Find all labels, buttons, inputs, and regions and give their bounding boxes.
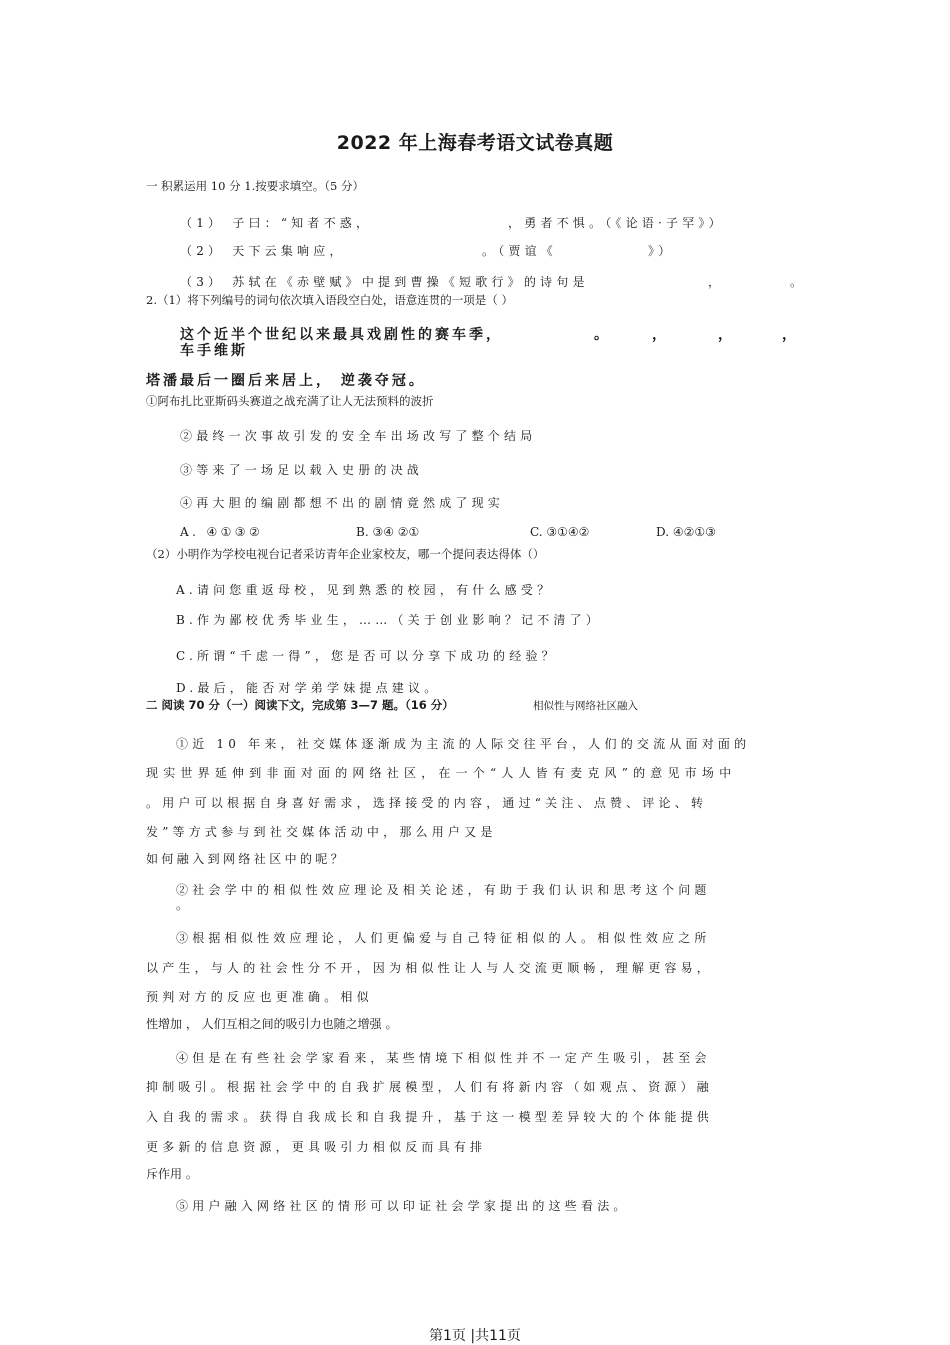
q1-3-left: （3） 苏轼在《赤壁赋》中提到曹操《短歌行》的诗句是: [180, 275, 589, 289]
q2-2-b: B.作为鄙校优秀毕业生，……（关于创业影响？记不清了）: [176, 613, 603, 627]
para1-line2: 现实世界延伸到非面对面的网络社区，在一个“人人皆有麦克风”的意见市场中: [146, 766, 737, 780]
para3-line1: ③根据相似性效应理论，人们更偏爱与自己特征相似的人。相似性效应之所: [176, 931, 711, 945]
para4-line1: ④但是在有些社会学家看来，某些情境下相似性并不一定产生吸引，甚至会: [176, 1051, 711, 1065]
option-2: ②最终一次事故引发的安全车出场改写了整个结局: [180, 429, 537, 443]
option-1: ①阿布扎比亚斯码头赛道之战充满了让人无法预料的波折: [146, 394, 434, 408]
para4-line2: 抑制吸引。根据社会学中的自我扩展模型，人们有将新内容（如观点、资源）融: [146, 1080, 714, 1094]
para2-line1: ②社会学中的相似性效应理论及相关论述，有助于我们认识和思考这个问题: [176, 883, 711, 897]
q2-2-d: D.最后，能否对学弟学妹提点建议。: [176, 681, 441, 695]
passage-blank2: ，: [652, 327, 669, 343]
para4-line4: 更多新的信息资源，更具吸引力相似反而具有排: [146, 1140, 487, 1154]
para5-line1: ⑤用户融入网络社区的情形可以印证社会学家提出的这些看法。: [176, 1199, 630, 1213]
para3-line4: 性增加 ， 人们互相之间的吸引力也随之增强 。: [146, 1017, 398, 1031]
para1-line4: 发”等方式参与到社交媒体活动中，那么用户又是: [146, 825, 497, 839]
passage-line3: 塔潘最后一圈后来居上， 逆袭夺冠。: [146, 373, 426, 389]
section1-header: 一 积累运用 10 分 1.按要求填空。（5 分）: [146, 179, 364, 193]
choice-b: B. ③④ ②①: [356, 525, 420, 539]
q2-2-c: C.所谓“千虑一得”，您是否可以分享下成功的经验？: [176, 649, 558, 663]
reading-title: 相似性与网络社区融入: [533, 700, 638, 712]
choice-d: D. ④②①③: [656, 525, 716, 539]
passage-blank4: ，: [782, 327, 799, 343]
para4-line5: 斥作用 。: [146, 1167, 198, 1181]
q2-1-prompt: 2.（1）将下列编号的词句依次填入语段空白处，语意连贯的一项是（ ）: [146, 293, 513, 307]
q1-2-right: 》）: [648, 244, 675, 258]
q1-3-comma: ，: [708, 275, 721, 289]
para3-line2: 以产生，与人的社会性分不开，因为相似性让人与人交流更顺畅，理解更容易，: [146, 961, 714, 975]
choice-c: C. ③①④②: [530, 525, 590, 539]
para2-line2: 。: [176, 898, 189, 912]
passage-blank1: 。: [594, 327, 611, 343]
page-footer: 第1页 |共11页: [429, 1328, 521, 1344]
section2-header: 二 阅读 70 分（一）阅读下文，完成第 3—7 题。（16 分）: [146, 698, 454, 712]
para4-line3: 入自我的需求。获得自我成长和自我提升，基于这一模型差异较大的个体能提供: [146, 1110, 714, 1124]
option-4: ④再大胆的编剧都想不出的剧情竟然成了现实: [180, 496, 505, 510]
option-3: ③等来了一场足以载入史册的决战: [180, 463, 424, 477]
para1-line3: 。用户可以根据自身喜好需求，选择接受的内容，通过“关注、点赞、评论、转: [146, 796, 708, 810]
passage-line1: 这个近半个世纪以来最具戏剧性的赛车季，: [180, 327, 503, 343]
passage-line2: 车手维斯: [180, 343, 248, 359]
q1-1-left: （1） 子曰：“知者不惑，: [180, 216, 373, 230]
passage-blank3: ，: [718, 327, 735, 343]
q1-2-mid: 。（贾谊《: [482, 244, 558, 258]
para3-line3: 预判对方的反应也更准确。相似: [146, 990, 373, 1004]
page-title: 2022 年上海春考语文试卷真题: [336, 132, 614, 154]
q1-1-right: ，勇者不惧。（《论语·子罕》）: [508, 216, 725, 230]
q1-2-left: （2） 天下云集响应，: [180, 244, 346, 258]
q2-2-prompt: （2）小明作为学校电视台记者采访青年企业家校友，哪一个提问表达得体（）: [146, 547, 545, 561]
choice-a: A. ④①③②: [180, 525, 264, 539]
q2-2-a: A.请问您重返母校，见到熟悉的校园，有什么感受？: [176, 583, 554, 597]
para1-line1: ①近 10 年来，社交媒体逐渐成为主流的人际交往平台，人们的交流从面对面的: [176, 737, 751, 751]
q1-3-period: 。: [790, 275, 803, 289]
para1-line5: 如何融入到网络社区中的呢？: [146, 852, 347, 866]
